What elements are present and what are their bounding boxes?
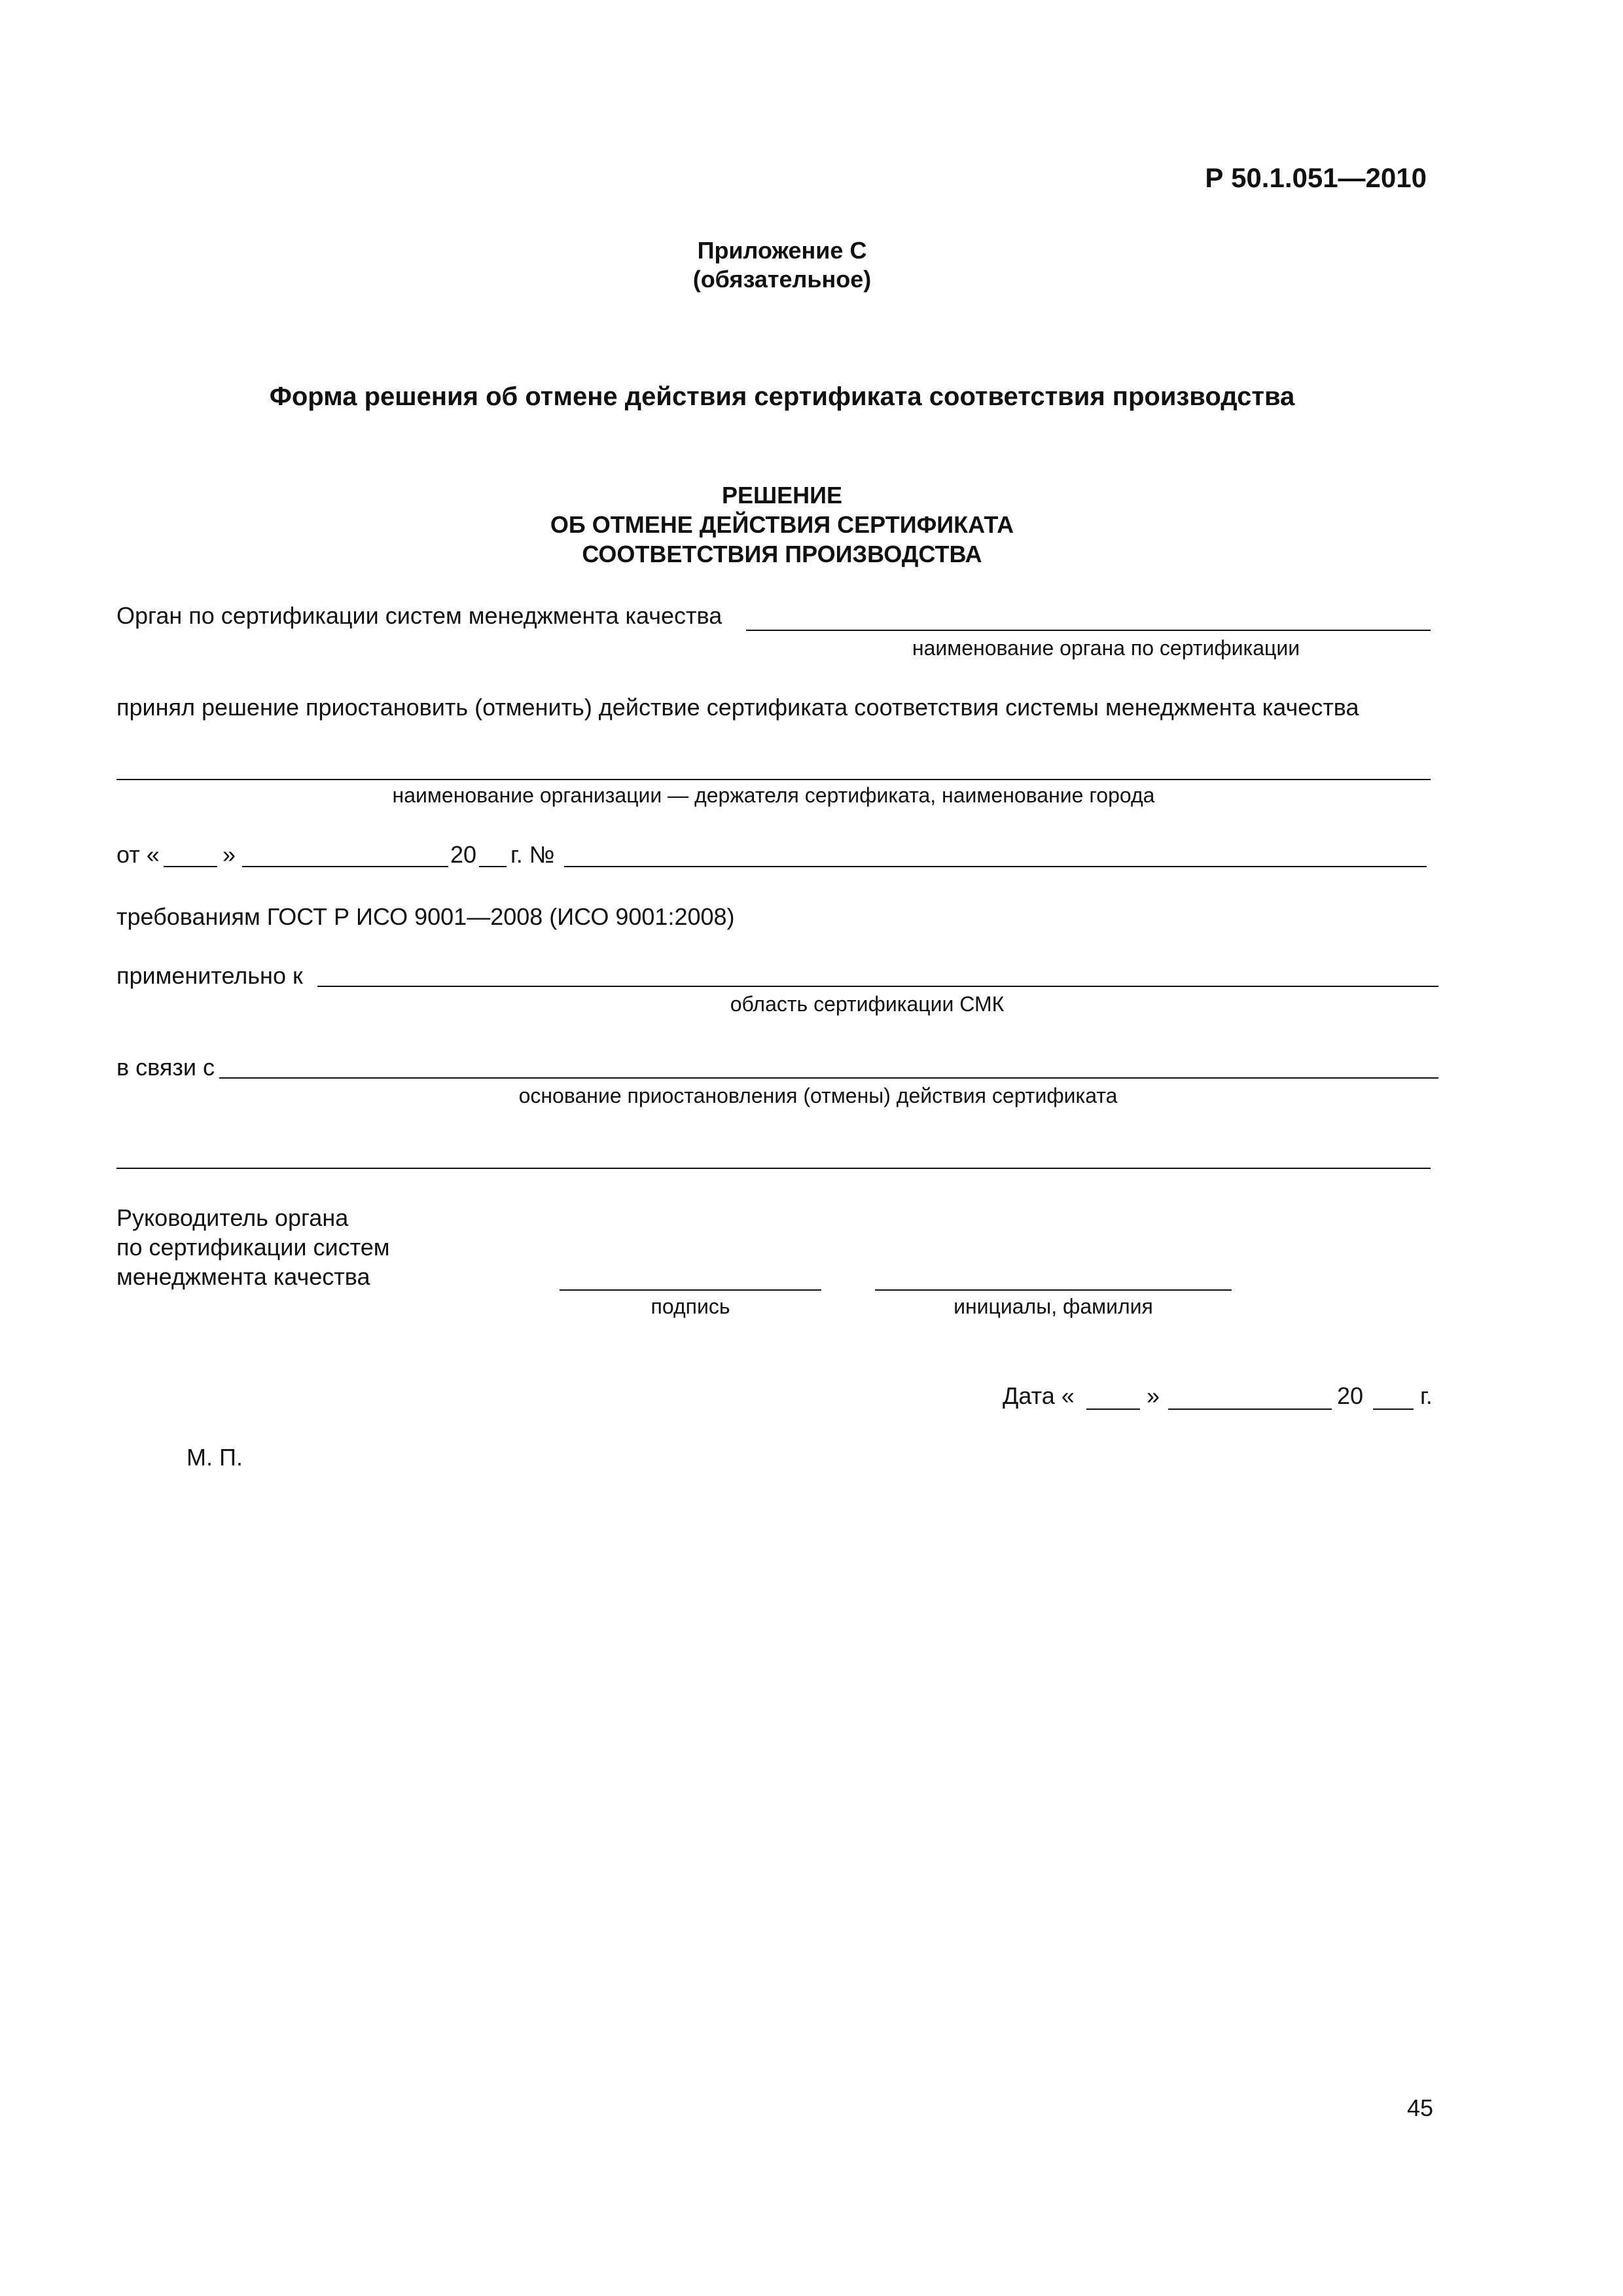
stamp-place-label: М. П. [187,1444,243,1471]
reason-hint: основание приостановления (отмены) действия сертификата [518,1084,1118,1107]
head-title-line2: по сертификации систем [116,1234,390,1261]
head-title-line1: Руководитель органа [116,1204,349,1231]
certificate-number-field[interactable] [564,866,1427,867]
reason-continuation-field[interactable] [116,1168,1431,1169]
holder-hint: наименование организации — держателя сертификата, наименование города [392,783,1155,807]
appendix-title: Приложение С [697,237,867,264]
organ-name-field[interactable] [746,630,1431,631]
date-year-prefix: 20 [450,841,477,868]
decision-heading-line3: СООТВЕТСТВИЯ ПРОИЗВОДСТВА [582,541,982,567]
applicable-label: применительно к [116,962,303,989]
scope-hint: область сертификации СМК [730,992,1005,1016]
date-block-month-field[interactable] [1168,1408,1332,1410]
holder-name-field[interactable] [116,779,1431,780]
page-number: 45 [1406,2094,1433,2121]
date-label: Дата « [1003,1382,1075,1409]
decision-heading-line2: ОБ ОТМЕНЕ ДЕЙСТВИЯ СЕРТИФИКАТА [550,511,1014,538]
date-block-year-suffix: г. [1420,1382,1433,1409]
date-month-field[interactable] [242,866,448,867]
organ-hint: наименование органа по сертификации [912,636,1300,660]
date-block-day-field[interactable] [1086,1408,1140,1410]
decision-heading-line1: РЕШЕНИЕ [721,482,843,509]
date-block-quote-close: » [1147,1382,1160,1409]
date-day-field[interactable] [164,866,217,867]
reason-field[interactable] [219,1077,1438,1079]
date-block-year-field[interactable] [1373,1408,1414,1410]
signature-hint: подпись [651,1295,730,1318]
name-field[interactable] [875,1289,1232,1291]
date-year-field[interactable] [479,866,507,867]
date-from-label: от « [116,841,160,868]
date-year-suffix: г. № [510,841,555,868]
decision-text: принял решение приостановить (отменить) действие сертификата соответствия системы менеджмента качества [116,694,1359,721]
name-hint: инициалы, фамилия [954,1295,1153,1318]
date-quote-close: » [223,841,236,868]
signature-field[interactable] [560,1289,821,1291]
scope-field[interactable] [317,986,1438,987]
reason-label: в связи с [116,1054,215,1081]
requirements-text: требованиям ГОСТ Р ИСО 9001—2008 (ИСО 9001:2008) [116,903,735,930]
appendix-note: (обязательное) [692,266,872,293]
organ-label: Орган по сертификации систем менеджмента качества [116,602,722,629]
form-title: Форма решения об отмене действия сертификата соответствия производства [269,382,1295,411]
date-block-year-prefix: 20 [1337,1382,1364,1409]
document-number: Р 50.1.051—2010 [1205,162,1427,193]
head-title-line3: менеджмента качества [116,1263,370,1290]
